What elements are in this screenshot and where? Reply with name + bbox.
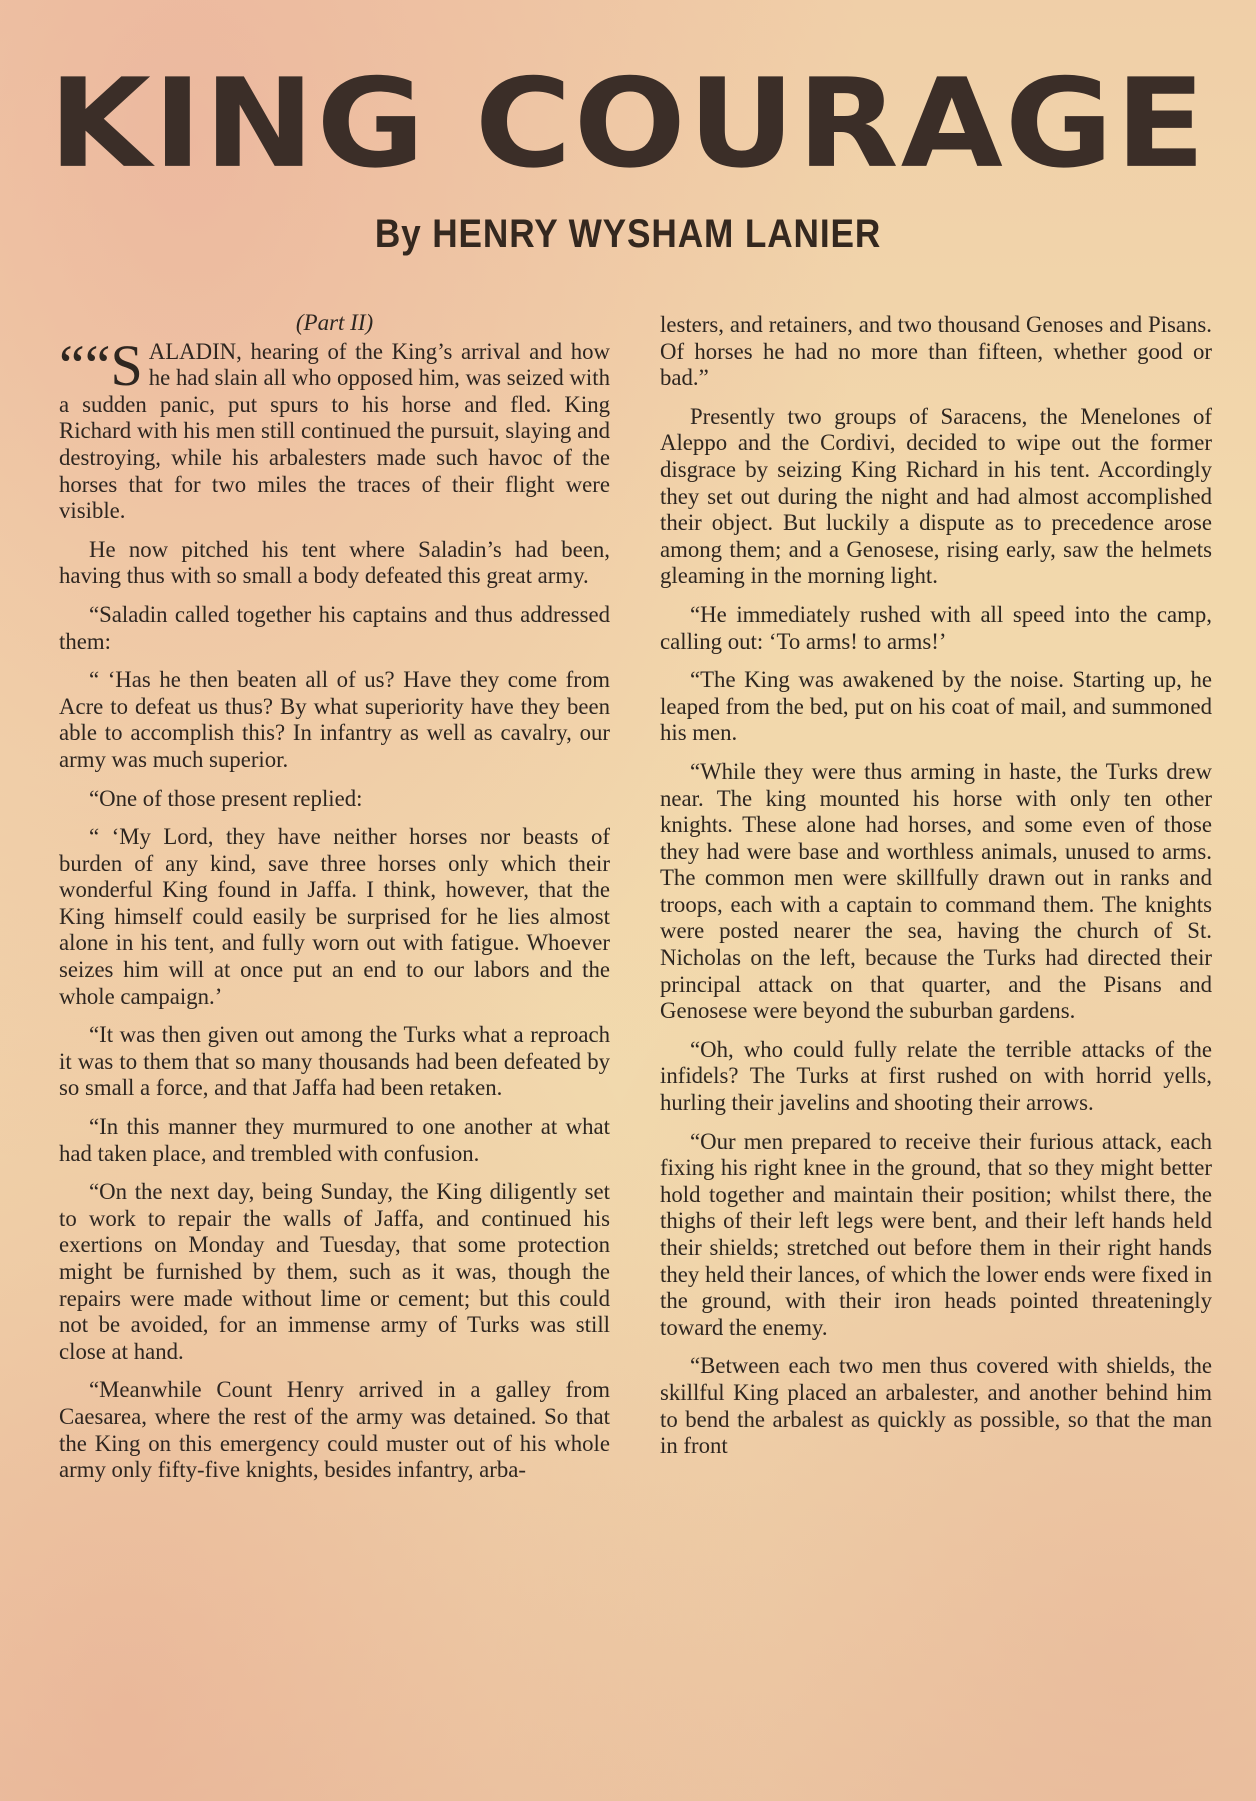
paragraph: “Meanwhile Count Henry arrived in a galley from Caesarea, where the rest of the army was detained. So that the King on this emergency could muster out of his whole army only fifty-five knights, besides infantry, arba- <box>59 1377 610 1483</box>
paragraph: “It was then given out among the Turks what a reproach it was to them that so many thousands had been defeated by so small a force, and that Jaffa had been retaken. <box>59 1022 610 1101</box>
opening-text: hearing of the King’s arrival and how he had slain all who opposed him, was seized with a sudden panic, put spurs to his horse and fled. King Richard with his men still continued the pursuit, slaying and destroying, while his arbalesters made such havoc of the horses that for two miles the traces of their flight were visible. <box>59 338 610 524</box>
paragraph: “The King was awakened by the noise. Starting up, he leaped from the bed, put on his coat of mail, and summoned his men. <box>660 667 1212 746</box>
paragraph: “Our men prepared to receive their furious attack, each fixing his right knee in the ground, that so they might better hold together and maintain their position; whilst there, the thighs of their left legs were bent, and their left hands held their shields; stretched out before them in their right hands they held their lances, of which the lower ends were fixed in the ground, with their iron heads pointed threateningly toward the enemy. <box>660 1128 1212 1340</box>
drop-cap: ““S <box>59 332 143 398</box>
paragraph: “On the next day, being Sunday, the King diligently set to work to repair the walls of Jaffa, and continued his exertions on Monday and Tuesday, that some protection might be furnished by them, such as it was, though the repairs were made without lime or cement; but this could not be avoided, for an immense army of Turks was still close at hand. <box>59 1179 610 1364</box>
opening-lead: ALADIN, <box>148 338 242 364</box>
article-title: KING COURAGE <box>48 52 1208 196</box>
paragraph: “He immediately rushed with all speed into the camp, calling out: ‘To arms! to arms!’ <box>660 601 1212 654</box>
paragraph: “Oh, who could fully relate the terrible attacks of the infidels? The Turks at first rushed on with horrid yells, hurling their javelins and shooting their arrows. <box>660 1036 1212 1116</box>
paragraph: “ ‘My Lord, they have neither horses nor beasts of burden of any kind, save three horses only which their wonderful King found in Jaffa. I think, however, that the King himself could easily be surprised for he lies almost alone in his tent, and fully worn out with fatigue. Whoever seizes him will at once put an end to our labors and the whole campaign.’ <box>59 824 610 1009</box>
article-byline: By HENRY WYSHAM LANIER <box>374 212 882 256</box>
paragraph: “ ‘Has he then beaten all of us? Have they come from Acre to defeat us thus? By what superiority have they been able to accomplish this? In infantry as well as cavalry, our army was much superior. <box>59 667 610 772</box>
paragraph: “Between each two men thus covered with shields, the skillful King placed an arbalester, and another behind him to bend the arbalest as quickly as possible, so that the man in front <box>660 1353 1212 1459</box>
paragraph: “While they were thus arming in haste, the Turks drew near. The king mounted his horse with only ten other knights. These alone had horses, and some even of those they had were base and worthless animals, unused to arms. The common men were skillfully drawn out in ranks and troops, each with a captain to command them. The knights were posted nearer the sea, having the church of St. Nicholas on the left, because the Turks had directed their principal attack on that quarter, and the Pisans and Genosese were beyond the suburban gardens. <box>660 758 1212 1024</box>
paragraph: “One of those present replied: <box>89 785 363 811</box>
paragraph: “Saladin called together his captains and thus addressed them: <box>59 601 610 654</box>
paragraph: Presently two groups of Saracens, the Menelones of Aleppo and the Cordivi, decided to wipe out the former disgrace by seizing King Richard in his tent. Accordingly they set out during the night and had almost accomplished their object. But luckily a dispute as to precedence arose among them; and a Genosese, rising early, saw the helmets gleaming in the morning light. <box>660 403 1212 589</box>
paragraph: “In this manner they murmured to one another at what had taken place, and trembled with confusion. <box>59 1114 610 1166</box>
left-column <box>59 310 610 1496</box>
right-column <box>660 312 1212 1472</box>
opening-paragraph <box>59 332 610 525</box>
continuation-paragraph: lesters, and retainers, and two thousand Genoses and Pisans. Of horses he had no more than fifteen, whether good or bad.” <box>660 312 1212 391</box>
paragraph: He now pitched his tent where Saladin’s had been, having thus with so small a body defeated this great army. <box>59 536 610 589</box>
part-label: (Part II) <box>295 310 374 335</box>
